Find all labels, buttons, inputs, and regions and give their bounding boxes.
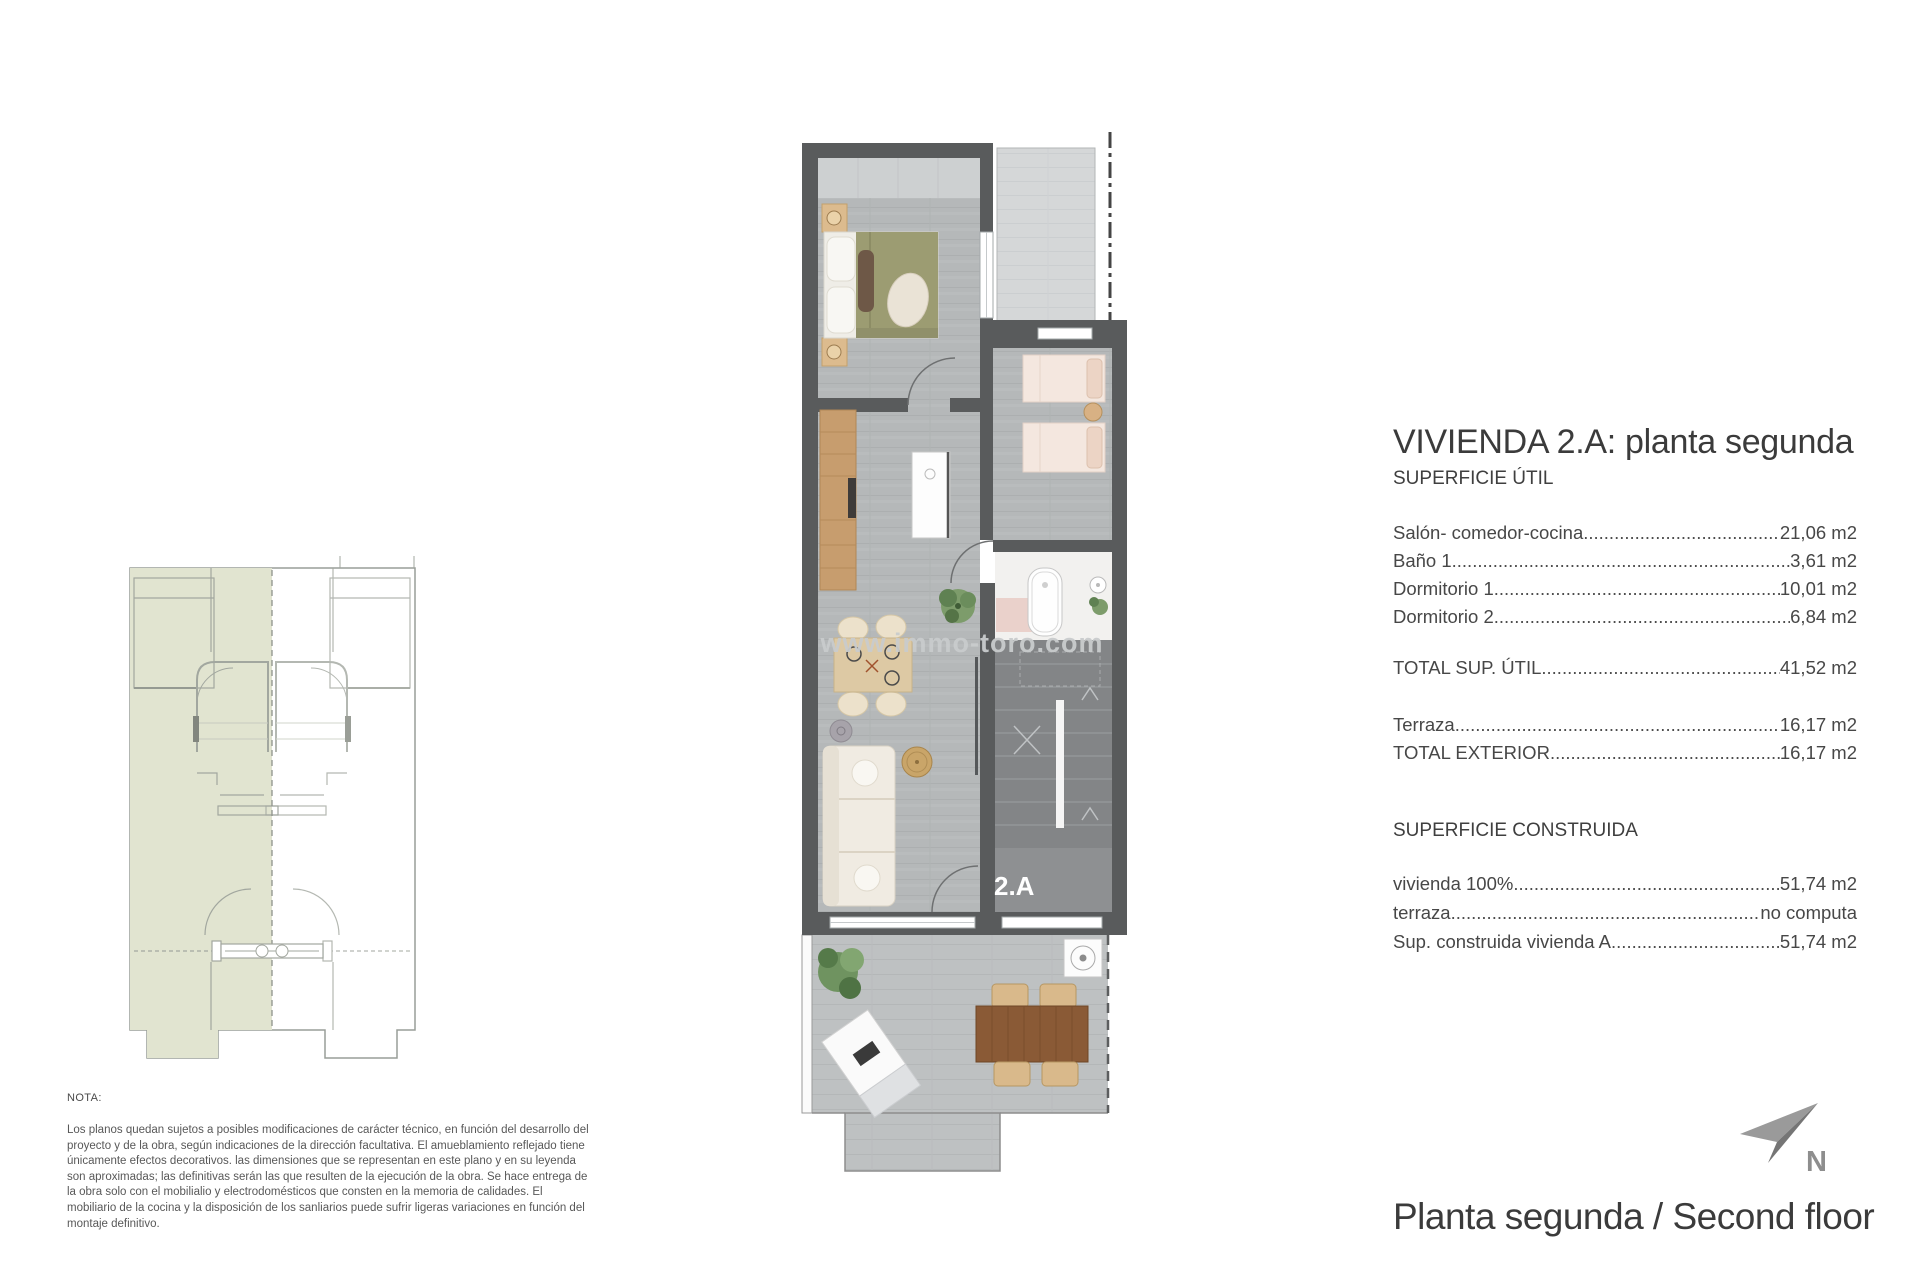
row-value: 3,61 m2 bbox=[1790, 550, 1857, 571]
row-label: Dormitorio 1 bbox=[1393, 578, 1494, 599]
dot-leader bbox=[1494, 575, 1780, 603]
table-row bbox=[1393, 739, 1857, 767]
overview-floorplan-drawing bbox=[120, 550, 420, 1070]
row-label: terraza bbox=[1393, 902, 1451, 923]
row-label: Terraza bbox=[1393, 714, 1455, 735]
table-row bbox=[1393, 547, 1857, 575]
section-heading-superficie-util: SUPERFICIE ÚTIL bbox=[1393, 468, 1554, 489]
table-row bbox=[1393, 927, 1857, 956]
superficie-util-table bbox=[1393, 519, 1857, 631]
row-value: 21,06 m2 bbox=[1779, 522, 1857, 543]
table-row bbox=[1393, 575, 1857, 603]
row-value: no computa bbox=[1760, 902, 1857, 923]
table-row bbox=[1393, 711, 1857, 739]
dot-leader bbox=[1451, 898, 1761, 927]
row-value: 6,84 m2 bbox=[1790, 606, 1857, 627]
dot-leader bbox=[1550, 739, 1780, 767]
section-heading-superficie-construida: SUPERFICIE CONSTRUIDA bbox=[1393, 820, 1638, 841]
table-row bbox=[1393, 654, 1857, 682]
exterior-table bbox=[1393, 711, 1857, 767]
terrace-drain bbox=[1064, 939, 1102, 977]
total-util-table bbox=[1393, 654, 1857, 682]
side-table bbox=[830, 720, 852, 742]
upper-terrace-floor bbox=[997, 148, 1095, 335]
wardrobe bbox=[820, 410, 856, 590]
row-label: TOTAL EXTERIOR bbox=[1393, 742, 1550, 763]
bedroom1-closet-band bbox=[818, 158, 980, 198]
row-label: vivienda 100% bbox=[1393, 873, 1514, 894]
table-row bbox=[1393, 869, 1857, 898]
page-title: VIVIENDA 2.A: planta segunda bbox=[1393, 423, 1854, 461]
disclaimer-note bbox=[67, 1092, 594, 1232]
dot-leader bbox=[1494, 603, 1790, 631]
dot-leader bbox=[1541, 654, 1779, 682]
row-label: Baño 1 bbox=[1393, 550, 1452, 571]
dot-leader bbox=[1455, 711, 1780, 739]
overview-highlight-unit-2a bbox=[130, 568, 272, 1058]
dot-leader bbox=[1611, 927, 1780, 956]
unit-label: 2.A bbox=[994, 871, 1035, 901]
sofa bbox=[823, 746, 895, 906]
table-row bbox=[1393, 603, 1857, 631]
row-label: Sup. construida vivienda A bbox=[1393, 931, 1612, 952]
construida-table bbox=[1393, 869, 1857, 956]
floor-title: Planta segunda / Second floor bbox=[1393, 1196, 1875, 1237]
overview-floorplan bbox=[120, 550, 420, 1070]
dot-leader bbox=[1583, 519, 1780, 547]
dot-leader bbox=[1513, 869, 1780, 898]
row-value: 51,74 m2 bbox=[1779, 873, 1857, 894]
row-value: 16,17 m2 bbox=[1779, 742, 1857, 763]
row-label: TOTAL SUP. ÚTIL bbox=[1393, 657, 1542, 678]
row-label: Dormitorio 2 bbox=[1393, 606, 1494, 627]
north-label: N bbox=[1806, 1146, 1827, 1178]
main-floorplan bbox=[795, 125, 1135, 1185]
note-heading: NOTA: bbox=[67, 1092, 102, 1104]
main-floorplan-drawing bbox=[795, 125, 1135, 1185]
coffee-table bbox=[902, 747, 932, 777]
double-bed bbox=[824, 232, 938, 338]
terrace-step bbox=[845, 1113, 1000, 1171]
stair-handrail bbox=[1056, 700, 1064, 828]
note-body: Los planos quedan sujetos a posibles modificaciones de carácter técnico, en función del desarrollo del proyecto y de la obra, según indicaciones de la dirección facultativa. El amueblamiento reflejado tiene únicamente efectos decorativos. las dimensiones que se representan en este plano y en su leyenda son aproximadas; las definitivas serán las que resulten de la ejecución de la obra. Se hace entrega de la obra solo con el mobilialio y electrodomésticos que consten en la memoria de calidades. El mobiliario de la cocina y la disposición de los sanliarios puede sufrir ligeras variaciones en función del montaje definitivo. bbox=[67, 1124, 589, 1230]
row-value: 51,74 m2 bbox=[1779, 931, 1857, 952]
kitchen-counter bbox=[912, 452, 950, 538]
row-value: 10,01 m2 bbox=[1779, 578, 1857, 599]
row-label: Salón- comedor-cocina bbox=[1393, 522, 1584, 543]
dot-leader bbox=[1452, 547, 1791, 575]
row-value: 16,17 m2 bbox=[1779, 714, 1857, 735]
row-value: 41,52 m2 bbox=[1779, 657, 1857, 678]
watermark-text: www.immo-toro.com bbox=[820, 628, 1104, 658]
table-row bbox=[1393, 519, 1857, 547]
table-row bbox=[1393, 898, 1857, 927]
terrace-parapet bbox=[802, 935, 812, 1113]
